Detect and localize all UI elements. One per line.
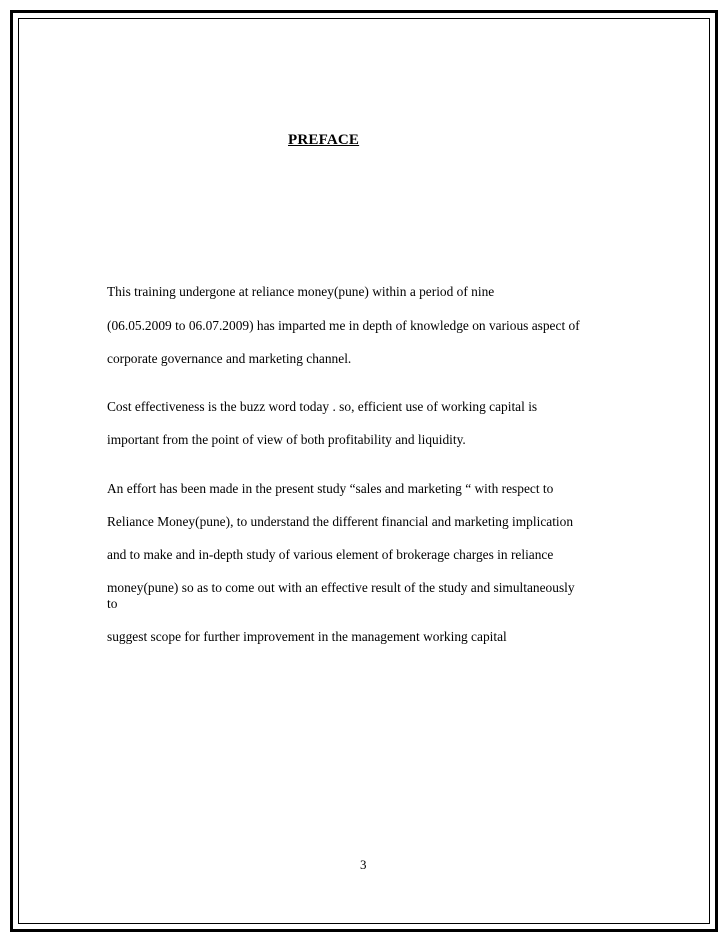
page-border-inner — [18, 18, 710, 924]
text-line: An effort has been made in the present study “sales and marketing “ with respect to — [107, 481, 554, 496]
text-line: This training undergone at reliance money(pune) within a period of nine — [107, 284, 495, 299]
text-line: (06.05.2009 to 06.07.2009) has imparted me in depth of knowledge on various aspect of — [107, 318, 580, 333]
text-line: corporate governance and marketing channel. — [107, 351, 352, 366]
text-line: Reliance Money(pune), to understand the different financial and marketing implication — [107, 514, 574, 529]
text-line: money(pune) so as to come out with an effective result of the study and simultaneously — [107, 580, 575, 595]
page-title: PREFACE — [288, 132, 360, 148]
text-line: and to make and in-depth study of various element of brokerage charges in reliance — [107, 547, 554, 562]
text-line: important from the point of view of both profitability and liquidity. — [107, 432, 466, 447]
page-number: 3 — [360, 857, 367, 872]
text-line: to — [107, 596, 118, 611]
text-line: Cost effectiveness is the buzz word today . so, efficient use of working capital is — [107, 399, 538, 414]
text-line: suggest scope for further improvement in the management working capital — [107, 629, 507, 644]
